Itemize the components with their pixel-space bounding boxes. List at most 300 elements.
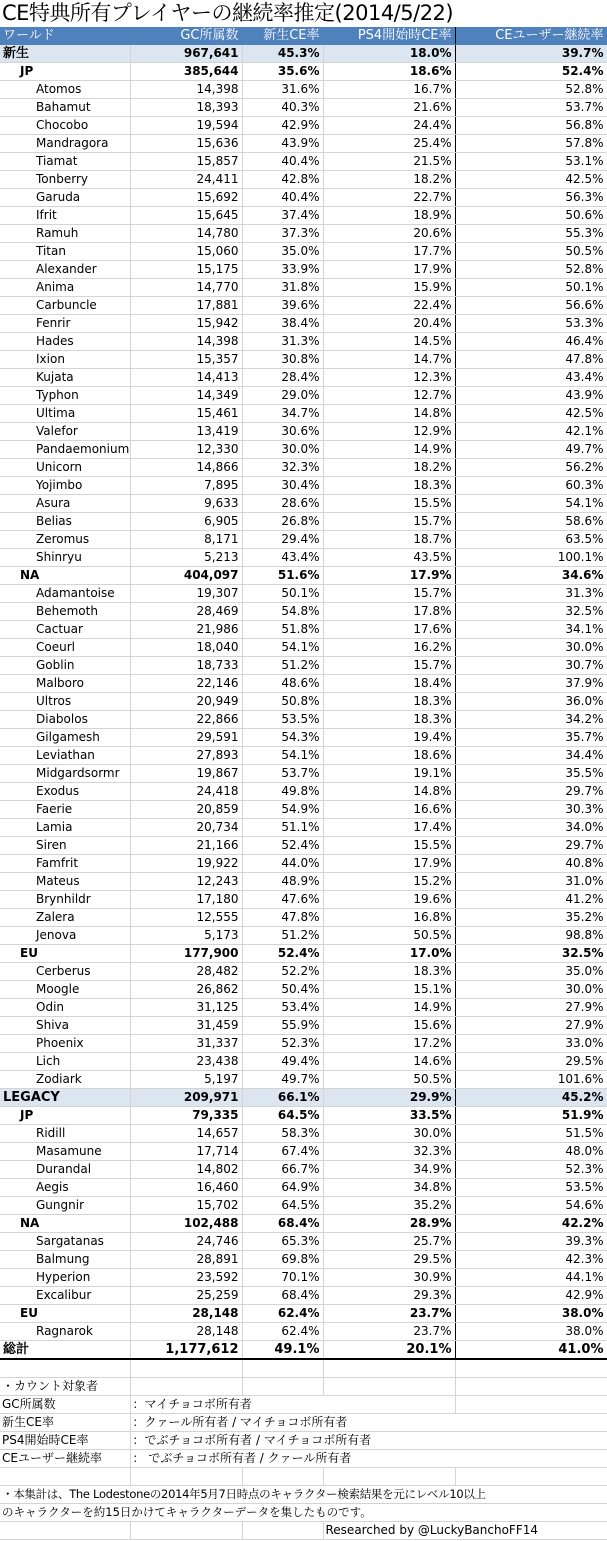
ce-retention-cell[interactable]: 42.2% [455, 1215, 607, 1233]
ps4-ce-rate-cell[interactable]: 18.3% [323, 711, 455, 729]
ps4-ce-rate-cell[interactable]: 25.4% [323, 135, 455, 153]
gc-count-cell[interactable]: 6,905 [130, 513, 242, 531]
ce-rate-cell[interactable]: 34.7% [242, 405, 323, 423]
ce-retention-cell[interactable]: 41.2% [455, 891, 607, 909]
gc-count-cell[interactable]: 385,644 [130, 63, 242, 81]
ce-rate-cell[interactable]: 31.6% [242, 81, 323, 99]
world-name-cell[interactable]: Zodiark [0, 1071, 130, 1089]
cell[interactable] [130, 1378, 242, 1396]
ce-retention-cell[interactable]: 52.8% [455, 261, 607, 279]
world-name-cell[interactable]: Hyperion [0, 1269, 130, 1287]
world-name-cell[interactable]: Diabolos [0, 711, 130, 729]
world-name-cell[interactable]: EU [0, 1305, 130, 1323]
ce-rate-cell[interactable]: 52.3% [242, 1035, 323, 1053]
ce-retention-cell[interactable]: 98.8% [455, 927, 607, 945]
ce-rate-cell[interactable]: 49.8% [242, 783, 323, 801]
ce-retention-cell[interactable]: 42.9% [455, 1287, 607, 1305]
gc-count-cell[interactable]: 29,591 [130, 729, 242, 747]
world-name-cell[interactable]: Behemoth [0, 603, 130, 621]
cell[interactable] [242, 1522, 323, 1540]
gc-count-cell[interactable]: 14,802 [130, 1161, 242, 1179]
ps4-ce-rate-cell[interactable]: 17.6% [323, 621, 455, 639]
ce-rate-cell[interactable]: 66.7% [242, 1161, 323, 1179]
world-name-cell[interactable]: Tiamat [0, 153, 130, 171]
ps4-ce-rate-cell[interactable]: 16.8% [323, 909, 455, 927]
ce-rate-cell[interactable]: 50.4% [242, 981, 323, 999]
world-name-cell[interactable]: Excalibur [0, 1287, 130, 1305]
ce-retention-cell[interactable]: 47.8% [455, 351, 607, 369]
gc-count-cell[interactable]: 1,177,612 [130, 1341, 242, 1360]
ps4-ce-rate-cell[interactable]: 18.3% [323, 693, 455, 711]
gc-count-cell[interactable]: 18,040 [130, 639, 242, 657]
cell[interactable] [242, 1468, 323, 1486]
gc-count-cell[interactable]: 14,866 [130, 459, 242, 477]
ce-retention-cell[interactable]: 29.7% [455, 783, 607, 801]
ps4-ce-rate-cell[interactable]: 17.9% [323, 567, 455, 585]
ce-retention-cell[interactable]: 34.6% [455, 567, 607, 585]
ce-rate-cell[interactable]: 55.9% [242, 1017, 323, 1035]
ce-rate-cell[interactable]: 54.9% [242, 801, 323, 819]
ce-retention-cell[interactable]: 32.5% [455, 603, 607, 621]
ce-retention-cell[interactable]: 57.8% [455, 135, 607, 153]
ps4-ce-rate-cell[interactable]: 25.7% [323, 1233, 455, 1251]
gc-count-cell[interactable]: 15,645 [130, 207, 242, 225]
ps4-ce-rate-cell[interactable]: 19.1% [323, 765, 455, 783]
ce-rate-cell[interactable]: 43.4% [242, 549, 323, 567]
ce-retention-cell[interactable]: 39.7% [455, 45, 607, 63]
ce-rate-cell[interactable]: 32.3% [242, 459, 323, 477]
cell[interactable] [323, 1378, 455, 1396]
cell[interactable] [0, 1468, 130, 1486]
world-name-cell[interactable]: Brynhildr [0, 891, 130, 909]
world-name-cell[interactable]: Ifrit [0, 207, 130, 225]
gc-count-cell[interactable]: 20,859 [130, 801, 242, 819]
world-name-cell[interactable]: Sargatanas [0, 1233, 130, 1251]
gc-count-cell[interactable]: 17,180 [130, 891, 242, 909]
ps4-ce-rate-cell[interactable]: 21.5% [323, 153, 455, 171]
gc-count-cell[interactable]: 28,469 [130, 603, 242, 621]
count-heading[interactable]: ・カウント対象者 [0, 1378, 130, 1396]
ce-rate-cell[interactable]: 54.1% [242, 747, 323, 765]
cell[interactable] [323, 1468, 455, 1486]
def-term[interactable]: 新生CE率 [0, 1414, 130, 1432]
ps4-ce-rate-cell[interactable]: 18.3% [323, 477, 455, 495]
ps4-ce-rate-cell[interactable]: 14.8% [323, 783, 455, 801]
ce-retention-cell[interactable]: 42.5% [455, 405, 607, 423]
ps4-ce-rate-cell[interactable]: 23.7% [323, 1305, 455, 1323]
ce-retention-cell[interactable]: 35.2% [455, 909, 607, 927]
gc-count-cell[interactable]: 20,734 [130, 819, 242, 837]
ce-retention-cell[interactable]: 58.6% [455, 513, 607, 531]
world-name-cell[interactable]: Cerberus [0, 963, 130, 981]
gc-count-cell[interactable]: 79,335 [130, 1107, 242, 1125]
world-name-cell[interactable]: Faerie [0, 801, 130, 819]
gc-count-cell[interactable]: 15,942 [130, 315, 242, 333]
world-name-cell[interactable]: Durandal [0, 1161, 130, 1179]
gc-count-cell[interactable]: 15,636 [130, 135, 242, 153]
gc-count-cell[interactable]: 5,213 [130, 549, 242, 567]
gc-count-cell[interactable]: 31,125 [130, 999, 242, 1017]
def-term[interactable]: GC所属数 [0, 1396, 130, 1414]
world-name-cell[interactable]: Ridill [0, 1125, 130, 1143]
ce-rate-cell[interactable]: 64.5% [242, 1197, 323, 1215]
gc-count-cell[interactable]: 28,148 [130, 1323, 242, 1341]
ce-retention-cell[interactable]: 29.5% [455, 1053, 607, 1071]
ce-retention-cell[interactable]: 30.0% [455, 981, 607, 999]
world-name-cell[interactable]: Zeromus [0, 531, 130, 549]
ce-rate-cell[interactable]: 35.6% [242, 63, 323, 81]
ce-rate-cell[interactable]: 31.8% [242, 279, 323, 297]
ce-rate-cell[interactable]: 35.0% [242, 243, 323, 261]
gc-count-cell[interactable]: 19,922 [130, 855, 242, 873]
ce-retention-cell[interactable]: 50.6% [455, 207, 607, 225]
gc-count-cell[interactable]: 24,746 [130, 1233, 242, 1251]
header-ps4-ce-rate[interactable]: PS4開始時CE率 [323, 27, 455, 45]
gc-count-cell[interactable]: 177,900 [130, 945, 242, 963]
gc-count-cell[interactable]: 16,460 [130, 1179, 242, 1197]
ps4-ce-rate-cell[interactable]: 29.5% [323, 1251, 455, 1269]
cell[interactable] [130, 1468, 242, 1486]
world-name-cell[interactable]: 総計 [0, 1341, 130, 1360]
world-name-cell[interactable]: Leviathan [0, 747, 130, 765]
ce-retention-cell[interactable]: 41.0% [455, 1341, 607, 1360]
ps4-ce-rate-cell[interactable]: 17.9% [323, 855, 455, 873]
ce-rate-cell[interactable]: 53.5% [242, 711, 323, 729]
cell[interactable] [455, 1360, 607, 1378]
gc-count-cell[interactable]: 22,866 [130, 711, 242, 729]
cell[interactable] [455, 1468, 607, 1486]
world-name-cell[interactable]: Siren [0, 837, 130, 855]
world-name-cell[interactable]: Aegis [0, 1179, 130, 1197]
ps4-ce-rate-cell[interactable]: 12.3% [323, 369, 455, 387]
ce-rate-cell[interactable]: 50.1% [242, 585, 323, 603]
cell[interactable] [455, 1504, 607, 1522]
world-name-cell[interactable]: Tonberry [0, 171, 130, 189]
ce-retention-cell[interactable]: 40.8% [455, 855, 607, 873]
gc-count-cell[interactable]: 209,971 [130, 1089, 242, 1107]
gc-count-cell[interactable]: 5,197 [130, 1071, 242, 1089]
world-name-cell[interactable]: Lamia [0, 819, 130, 837]
ps4-ce-rate-cell[interactable]: 32.3% [323, 1143, 455, 1161]
ce-rate-cell[interactable]: 42.9% [242, 117, 323, 135]
ce-retention-cell[interactable]: 35.0% [455, 963, 607, 981]
world-name-cell[interactable]: EU [0, 945, 130, 963]
ce-retention-cell[interactable]: 35.5% [455, 765, 607, 783]
world-name-cell[interactable]: Mandragora [0, 135, 130, 153]
gc-count-cell[interactable]: 13,419 [130, 423, 242, 441]
def-desc[interactable]: ： でぶチョコボ所有者 / クァール所有者 [130, 1450, 455, 1468]
ce-rate-cell[interactable]: 54.8% [242, 603, 323, 621]
world-name-cell[interactable]: Goblin [0, 657, 130, 675]
gc-count-cell[interactable]: 19,594 [130, 117, 242, 135]
def-term[interactable]: CEユーザー継続率 [0, 1450, 130, 1468]
def-desc[interactable]: ：クァール所有者 / マイチョコボ所有者 [130, 1414, 455, 1432]
ce-retention-cell[interactable]: 33.0% [455, 1035, 607, 1053]
gc-count-cell[interactable]: 25,259 [130, 1287, 242, 1305]
world-name-cell[interactable]: NA [0, 567, 130, 585]
ps4-ce-rate-cell[interactable]: 15.5% [323, 837, 455, 855]
gc-count-cell[interactable]: 26,862 [130, 981, 242, 999]
world-name-cell[interactable]: Hades [0, 333, 130, 351]
ps4-ce-rate-cell[interactable]: 19.6% [323, 891, 455, 909]
ce-retention-cell[interactable]: 56.2% [455, 459, 607, 477]
header-ce-rate[interactable]: 新生CE率 [242, 27, 323, 45]
ce-retention-cell[interactable]: 34.1% [455, 621, 607, 639]
ps4-ce-rate-cell[interactable]: 12.9% [323, 423, 455, 441]
ce-retention-cell[interactable]: 35.7% [455, 729, 607, 747]
ce-rate-cell[interactable]: 52.4% [242, 945, 323, 963]
world-name-cell[interactable]: Bahamut [0, 99, 130, 117]
gc-count-cell[interactable]: 12,243 [130, 873, 242, 891]
ps4-ce-rate-cell[interactable]: 19.4% [323, 729, 455, 747]
ps4-ce-rate-cell[interactable]: 22.7% [323, 189, 455, 207]
ce-rate-cell[interactable]: 65.3% [242, 1233, 323, 1251]
ce-rate-cell[interactable]: 30.0% [242, 441, 323, 459]
ps4-ce-rate-cell[interactable]: 18.7% [323, 531, 455, 549]
ce-retention-cell[interactable]: 30.7% [455, 657, 607, 675]
ce-rate-cell[interactable]: 69.8% [242, 1251, 323, 1269]
ce-rate-cell[interactable]: 47.8% [242, 909, 323, 927]
world-name-cell[interactable]: Typhon [0, 387, 130, 405]
gc-count-cell[interactable]: 15,461 [130, 405, 242, 423]
ce-rate-cell[interactable]: 26.8% [242, 513, 323, 531]
world-name-cell[interactable]: Asura [0, 495, 130, 513]
ps4-ce-rate-cell[interactable]: 18.4% [323, 675, 455, 693]
ce-rate-cell[interactable]: 51.6% [242, 567, 323, 585]
world-name-cell[interactable]: Famfrit [0, 855, 130, 873]
ce-rate-cell[interactable]: 48.9% [242, 873, 323, 891]
ce-rate-cell[interactable]: 38.4% [242, 315, 323, 333]
ce-rate-cell[interactable]: 53.7% [242, 765, 323, 783]
gc-count-cell[interactable]: 14,413 [130, 369, 242, 387]
ps4-ce-rate-cell[interactable]: 14.9% [323, 441, 455, 459]
ce-retention-cell[interactable]: 56.3% [455, 189, 607, 207]
ce-retention-cell[interactable]: 55.3% [455, 225, 607, 243]
ce-retention-cell[interactable]: 54.6% [455, 1197, 607, 1215]
gc-count-cell[interactable]: 22,146 [130, 675, 242, 693]
world-name-cell[interactable]: Midgardsormr [0, 765, 130, 783]
ps4-ce-rate-cell[interactable]: 16.7% [323, 81, 455, 99]
credit[interactable]: Researched by @LuckyBanchoFF14 [323, 1522, 607, 1540]
world-name-cell[interactable]: Carbuncle [0, 297, 130, 315]
ce-retention-cell[interactable]: 56.6% [455, 297, 607, 315]
gc-count-cell[interactable]: 14,770 [130, 279, 242, 297]
ce-rate-cell[interactable]: 30.8% [242, 351, 323, 369]
ps4-ce-rate-cell[interactable]: 20.6% [323, 225, 455, 243]
world-name-cell[interactable]: Titan [0, 243, 130, 261]
gc-count-cell[interactable]: 18,393 [130, 99, 242, 117]
ce-retention-cell[interactable]: 44.1% [455, 1269, 607, 1287]
world-name-cell[interactable]: Gilgamesh [0, 729, 130, 747]
ce-rate-cell[interactable]: 40.4% [242, 189, 323, 207]
ps4-ce-rate-cell[interactable]: 12.7% [323, 387, 455, 405]
ce-rate-cell[interactable]: 44.0% [242, 855, 323, 873]
world-name-cell[interactable]: Garuda [0, 189, 130, 207]
header-world[interactable]: ワールド [0, 27, 130, 45]
gc-count-cell[interactable]: 14,780 [130, 225, 242, 243]
world-name-cell[interactable]: JP [0, 1107, 130, 1125]
world-name-cell[interactable]: Masamune [0, 1143, 130, 1161]
ce-rate-cell[interactable]: 67.4% [242, 1143, 323, 1161]
ce-rate-cell[interactable]: 52.2% [242, 963, 323, 981]
ce-retention-cell[interactable]: 56.8% [455, 117, 607, 135]
gc-count-cell[interactable]: 21,986 [130, 621, 242, 639]
gc-count-cell[interactable]: 15,857 [130, 153, 242, 171]
world-name-cell[interactable]: Ramuh [0, 225, 130, 243]
ce-rate-cell[interactable]: 51.8% [242, 621, 323, 639]
ce-rate-cell[interactable]: 40.3% [242, 99, 323, 117]
ps4-ce-rate-cell[interactable]: 50.5% [323, 927, 455, 945]
world-name-cell[interactable]: Adamantoise [0, 585, 130, 603]
world-name-cell[interactable]: LEGACY [0, 1089, 130, 1107]
ce-rate-cell[interactable]: 48.6% [242, 675, 323, 693]
def-term[interactable]: PS4開始時CE率 [0, 1432, 130, 1450]
ps4-ce-rate-cell[interactable]: 24.4% [323, 117, 455, 135]
world-name-cell[interactable]: Atomos [0, 81, 130, 99]
ce-retention-cell[interactable]: 34.0% [455, 819, 607, 837]
world-name-cell[interactable]: Shiva [0, 1017, 130, 1035]
ce-rate-cell[interactable]: 37.3% [242, 225, 323, 243]
ce-retention-cell[interactable]: 43.9% [455, 387, 607, 405]
world-name-cell[interactable]: Mateus [0, 873, 130, 891]
ce-rate-cell[interactable]: 51.1% [242, 819, 323, 837]
ps4-ce-rate-cell[interactable]: 14.6% [323, 1053, 455, 1071]
gc-count-cell[interactable]: 19,867 [130, 765, 242, 783]
ps4-ce-rate-cell[interactable]: 18.0% [323, 45, 455, 63]
gc-count-cell[interactable]: 15,175 [130, 261, 242, 279]
ce-retention-cell[interactable]: 31.0% [455, 873, 607, 891]
ps4-ce-rate-cell[interactable]: 15.9% [323, 279, 455, 297]
ce-retention-cell[interactable]: 53.1% [455, 153, 607, 171]
ce-rate-cell[interactable]: 51.2% [242, 927, 323, 945]
world-name-cell[interactable]: Phoenix [0, 1035, 130, 1053]
gc-count-cell[interactable]: 5,173 [130, 927, 242, 945]
ce-rate-cell[interactable]: 43.9% [242, 135, 323, 153]
gc-count-cell[interactable]: 14,657 [130, 1125, 242, 1143]
gc-count-cell[interactable]: 404,097 [130, 567, 242, 585]
ce-retention-cell[interactable]: 27.9% [455, 1017, 607, 1035]
ps4-ce-rate-cell[interactable]: 30.0% [323, 1125, 455, 1143]
ce-rate-cell[interactable]: 30.6% [242, 423, 323, 441]
world-name-cell[interactable]: Moogle [0, 981, 130, 999]
ce-retention-cell[interactable]: 34.4% [455, 747, 607, 765]
gc-count-cell[interactable]: 31,459 [130, 1017, 242, 1035]
gc-count-cell[interactable]: 24,411 [130, 171, 242, 189]
header-ce-retention[interactable]: CEユーザー継続率 [455, 27, 607, 45]
cell[interactable] [0, 1360, 130, 1378]
ce-retention-cell[interactable]: 34.2% [455, 711, 607, 729]
world-name-cell[interactable]: Coeurl [0, 639, 130, 657]
ce-retention-cell[interactable]: 43.4% [455, 369, 607, 387]
def-desc[interactable]: ：マイチョコボ所有者 [130, 1396, 323, 1414]
ce-rate-cell[interactable]: 28.4% [242, 369, 323, 387]
ps4-ce-rate-cell[interactable]: 21.6% [323, 99, 455, 117]
world-name-cell[interactable]: Zalera [0, 909, 130, 927]
world-name-cell[interactable]: Valefor [0, 423, 130, 441]
ce-rate-cell[interactable]: 66.1% [242, 1089, 323, 1107]
ce-retention-cell[interactable]: 51.9% [455, 1107, 607, 1125]
ps4-ce-rate-cell[interactable]: 17.9% [323, 261, 455, 279]
ps4-ce-rate-cell[interactable]: 33.5% [323, 1107, 455, 1125]
world-name-cell[interactable]: Shinryu [0, 549, 130, 567]
ce-rate-cell[interactable]: 49.1% [242, 1341, 323, 1360]
ps4-ce-rate-cell[interactable]: 35.2% [323, 1197, 455, 1215]
ce-retention-cell[interactable]: 51.5% [455, 1125, 607, 1143]
ce-retention-cell[interactable]: 60.3% [455, 477, 607, 495]
gc-count-cell[interactable]: 27,893 [130, 747, 242, 765]
gc-count-cell[interactable]: 20,949 [130, 693, 242, 711]
gc-count-cell[interactable]: 15,060 [130, 243, 242, 261]
cell[interactable] [455, 1432, 607, 1450]
world-name-cell[interactable]: Kujata [0, 369, 130, 387]
cell[interactable] [242, 1378, 323, 1396]
ce-rate-cell[interactable]: 45.3% [242, 45, 323, 63]
world-name-cell[interactable]: Ixion [0, 351, 130, 369]
ce-rate-cell[interactable]: 62.4% [242, 1305, 323, 1323]
gc-count-cell[interactable]: 14,398 [130, 81, 242, 99]
world-name-cell[interactable]: Lich [0, 1053, 130, 1071]
ce-rate-cell[interactable]: 49.4% [242, 1053, 323, 1071]
ce-rate-cell[interactable]: 42.8% [242, 171, 323, 189]
gc-count-cell[interactable]: 21,166 [130, 837, 242, 855]
ps4-ce-rate-cell[interactable]: 17.7% [323, 243, 455, 261]
cell[interactable] [323, 1360, 455, 1378]
ce-rate-cell[interactable]: 62.4% [242, 1323, 323, 1341]
ps4-ce-rate-cell[interactable]: 29.3% [323, 1287, 455, 1305]
ps4-ce-rate-cell[interactable]: 30.9% [323, 1269, 455, 1287]
world-name-cell[interactable]: Gungnir [0, 1197, 130, 1215]
gc-count-cell[interactable]: 28,482 [130, 963, 242, 981]
cell[interactable] [130, 1360, 242, 1378]
ce-rate-cell[interactable]: 40.4% [242, 153, 323, 171]
ce-rate-cell[interactable]: 50.8% [242, 693, 323, 711]
gc-count-cell[interactable]: 14,398 [130, 333, 242, 351]
header-gc-count[interactable]: GC所属数 [130, 27, 242, 45]
ps4-ce-rate-cell[interactable]: 15.5% [323, 495, 455, 513]
ps4-ce-rate-cell[interactable]: 16.2% [323, 639, 455, 657]
ce-rate-cell[interactable]: 52.4% [242, 837, 323, 855]
ce-retention-cell[interactable]: 100.1% [455, 549, 607, 567]
ps4-ce-rate-cell[interactable]: 18.3% [323, 963, 455, 981]
world-name-cell[interactable]: 新生 [0, 45, 130, 63]
ce-rate-cell[interactable]: 31.3% [242, 333, 323, 351]
world-name-cell[interactable]: NA [0, 1215, 130, 1233]
ce-retention-cell[interactable]: 101.6% [455, 1071, 607, 1089]
ce-rate-cell[interactable]: 51.2% [242, 657, 323, 675]
ce-retention-cell[interactable]: 54.1% [455, 495, 607, 513]
ce-retention-cell[interactable]: 53.3% [455, 315, 607, 333]
ce-retention-cell[interactable]: 52.3% [455, 1161, 607, 1179]
ps4-ce-rate-cell[interactable]: 15.2% [323, 873, 455, 891]
ps4-ce-rate-cell[interactable]: 18.2% [323, 171, 455, 189]
gc-count-cell[interactable]: 7,895 [130, 477, 242, 495]
ce-retention-cell[interactable]: 37.9% [455, 675, 607, 693]
world-name-cell[interactable]: Yojimbo [0, 477, 130, 495]
ce-rate-cell[interactable]: 47.6% [242, 891, 323, 909]
gc-count-cell[interactable]: 967,641 [130, 45, 242, 63]
gc-count-cell[interactable]: 12,330 [130, 441, 242, 459]
ce-retention-cell[interactable]: 42.1% [455, 423, 607, 441]
ce-retention-cell[interactable]: 42.3% [455, 1251, 607, 1269]
ce-retention-cell[interactable]: 29.7% [455, 837, 607, 855]
ps4-ce-rate-cell[interactable]: 15.7% [323, 657, 455, 675]
ps4-ce-rate-cell[interactable]: 43.5% [323, 549, 455, 567]
world-name-cell[interactable]: Ultima [0, 405, 130, 423]
gc-count-cell[interactable]: 18,733 [130, 657, 242, 675]
ps4-ce-rate-cell[interactable]: 17.4% [323, 819, 455, 837]
ps4-ce-rate-cell[interactable]: 16.6% [323, 801, 455, 819]
gc-count-cell[interactable]: 17,714 [130, 1143, 242, 1161]
